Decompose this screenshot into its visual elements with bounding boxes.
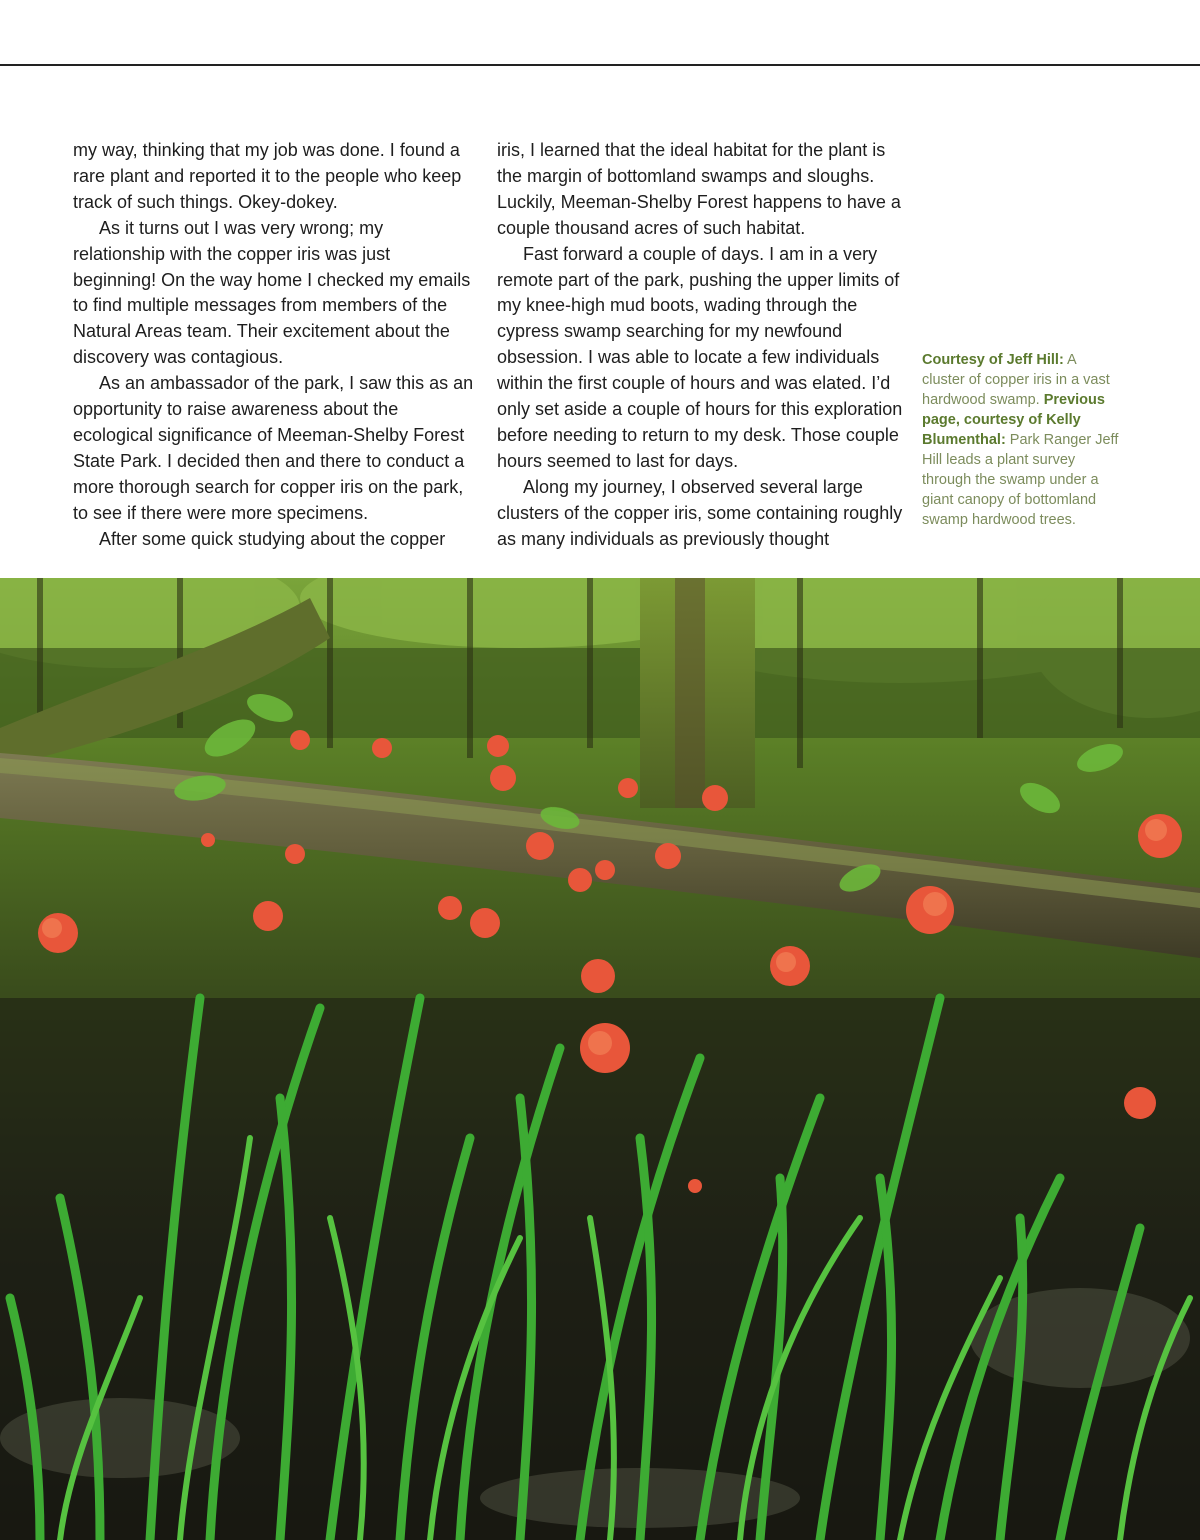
paragraph: Along my journey, I observed several large clusters of the copper iris, some containing roughly as many individuals as previously thought [497, 476, 903, 549]
paragraph: Fast forward a couple of days. I am in a very remote part of the park, pushing the upper limits of my knee-high mud boots, wading through the cypress swamp searching for my newfound obsession. I was able to locate a few individuals within the first couple of hours and was elated. I’d only set aside a couple of hours for this exploration before needing to return to my desk. Those couple hours seemed to last for days. [497, 243, 903, 471]
article-column-2 [497, 138, 905, 553]
copper-iris-swamp-photo [0, 578, 1200, 1540]
paragraph: As an ambassador of the park, I saw this as an opportunity to raise awareness about the ecological significance of Meeman-Shelby Forest State Park. I decided then and there to conduct a more thorough search for copper iris on the park, to see if there were more specimens. [73, 373, 474, 523]
caption-text: A cluster of copper iris in a vast hardwood swamp. [922, 352, 1110, 408]
photo-caption [922, 350, 1122, 530]
photo-credit: Courtesy of Jeff Hill: [922, 352, 1064, 368]
paragraph: my way, thinking that my job was done. I found a rare plant and reported it to the people who keep track of such things. Okey-dokey. [73, 140, 462, 212]
previous-page-credit: Previous page, courtesy of Kelly Blumenthal: [922, 392, 1105, 448]
paragraph: iris, I learned that the ideal habitat for the plant is the margin of bottomland swamps and sloughs. Luckily, Meeman-Shelby Forest happens to have a couple thousand acres of such habitat. [497, 140, 901, 238]
paragraph: As it turns out I was very wrong; my relationship with the copper iris was just beginning! On the way home I checked my emails to find multiple messages from members of the Natural Areas team. Their excitement about the discovery was contagious. [73, 217, 471, 368]
article-column-1 [73, 138, 475, 553]
caption-text: Park Ranger Jeff Hill leads a plant survey through the swamp under a giant canopy of bottomland swamp hardwood trees. [922, 432, 1119, 528]
top-rule [0, 64, 1200, 66]
paragraph: After some quick studying about the copper [99, 528, 446, 549]
